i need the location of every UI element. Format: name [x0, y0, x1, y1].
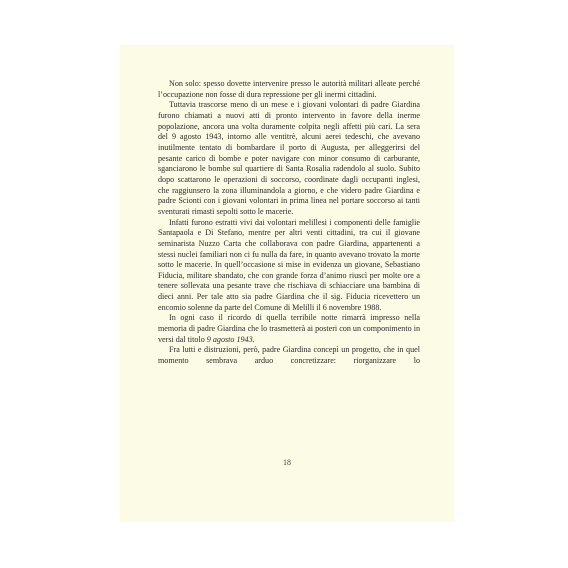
poem-title: 9 agosto 1943 [206, 334, 253, 344]
paragraph-5: Fra lutti e distruzioni, però, padre Giardina concepì un progetto, che in quel momento sembrava arduo concretizzare: riorganizzare lo [158, 345, 420, 366]
paragraph-3: Infatti furono estratti vivi dai volontari melillesi i componenti delle famiglie Santapaola e Di Stefano, mentre per altri venti cittadini, tra cui il giovane seminarista Nuzzo Carta che collaborava con padre Giardina, appartenenti a stessi nuclei familiari non ci fu nulla da fare, in quanto avevano trovato la morte sotto le macerie. In quell’occasione si mise in evidenza un giovane, Sebastiano Fiducia, militare sbandato, che con grande forza d’animo riuscì per molte ore a tenere sollevata una pesante trave che rischiava di schiacciare una bambina di dieci anni. Per tale atto sia padre Giardina che il sig. Fiducia ricevettero un encomio solenne da parte del Comune di Melilli il 6 novembre 1988. [158, 217, 420, 312]
body-text [158, 79, 420, 367]
paragraph-4 [158, 313, 420, 345]
paragraph-4-end: . [252, 334, 255, 344]
paragraph-4-text: In ogni caso il ricordo di quella terribile notte rimarrà impresso nella memoria di padre Giardina che lo trasmetterà ai posteri con un componimento in versi dal titolo [158, 313, 420, 344]
paragraph-2: Tuttavia trascorse meno di un mese e i giovani volontari di padre Giardina furono chiamati a nuovi atti di pronto intervento in favore della inerme popolazione, ancora una volta duramente colpita negli affetti più cari. La sera del 9 agosto 1943, intorno alle ventitrè, alcuni aerei tedeschi, che avevano inutilmente tentato di bombardare il porto di Augusta, per alleggerirsi del pesante carico di bombe e poter navigare con minor consumo di carburante, sganciarono le bombe sul quartiere di Santa Rosalia radendolo al suolo. Subito dopo scattarono le operazioni di soccorso, coordinate dagli occupanti inglesi, che raggiunsero la zona illuminandola a giorno, e che videro padre Giardina e padre Scionti con i giovani volontari in prima linea nel portare soccorso ai tanti sventurati rimasti sepolti sotto le macerie. [158, 100, 420, 216]
page-number: 18 [283, 458, 291, 467]
paragraph-1: Non solo: spesso dovette intervenire presso le autorità militari alleate perché l’occupazione non fosse di dura repressione per gli inermi cittadini. [158, 79, 420, 99]
book-page [120, 45, 454, 522]
